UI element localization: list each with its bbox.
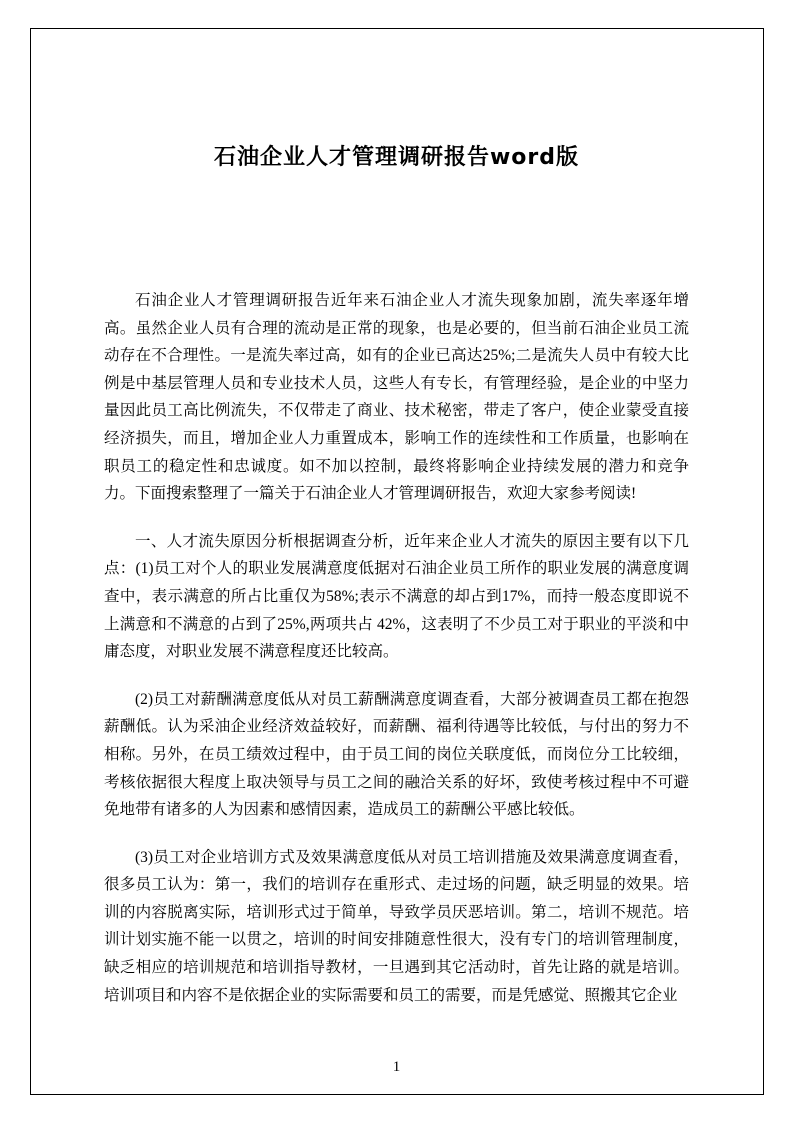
- page-number: 1: [392, 1059, 401, 1075]
- document-title: 石油企业人才管理调研报告word版: [213, 145, 580, 170]
- paragraph-training-satisfaction: (3)员工对企业培训方式及效果满意度低从对员工培训措施及效果满意度调查看，很多员工认为：第一，我们的培训存在重形式、走过场的问题，缺乏明显的效果。培训的内容脱离实际，培训形式过于简单，导致学员厌恶培训。第二，培训不规范。培训计划实施不能一以贯之，培训的时间安排随意性很大，没有专门的培训管理制度，缺乏相应的培训规范和培训指导教材，一旦遇到其它活动时，首先让路的就是培训。培训项目和内容不是依据企业的实际需要和员工的需要，而是凭感觉、照搬其它企业: [104, 848, 689, 1004]
- document-body: [104, 287, 689, 1009]
- document-content: [104, 0, 689, 1029]
- paragraph-intro: 石油企业人才管理调研报告近年来石油企业人才流失现象加剧，流失率逐年增高。虽然企业人员有合理的流动是正常的现象，也是必要的，但当前石油企业员工流动存在不合理性。一是流失率过高，如有的企业已高达25%;二是流失人员中有较大比例是中基层管理人员和专业技术人员，这些人有专长，有管理经验，是企业的中坚力量因此员工高比例流失，不仅带走了商业、技术秘密，带走了客户，使企业蒙受直接经济损失，而且，增加企业人力重置成本，影响工作的连续性和工作质量，也影响在职员工的稳定性和忠诚度。如不加以控制，最终将影响企业持续发展的潜力和竞争力。下面搜索整理了一篇关于石油企业人才管理调研报告，欢迎大家参考阅读!: [104, 292, 689, 503]
- paragraph-salary-satisfaction: (2)员工对薪酬满意度低从对员工薪酬满意度调查看，大部分被调查员工都在抱怨薪酬低。认为采油企业经济效益较好，而薪酬、福利待遇等比较低，与付出的努力不相称。另外，在员工绩效过程中，由于员工间的岗位关联度低，而岗位分工比较细，考核依据很大程度上取决领导与员工之间的融洽关系的好坏，致使考核过程中不可避免地带有诸多的人为因素和感情因素，造成员工的薪酬公平感比较低。: [104, 690, 689, 819]
- paragraph-reason-analysis: 一、人才流失原因分析根据调查分析，近年来企业人才流失的原因主要有以下几点：(1)员工对个人的职业发展满意度低据对石油企业员工所作的职业发展的满意度调查中，表示满意的所占比重仅为58%;表示不满意的却占到17%，而持一般态度即说不上满意和不满意的占到了25%,两项共占 42%，这表明了不少员工对于职业的平淡和中庸态度，对职业发展不满意程度还比较高。: [104, 532, 689, 661]
